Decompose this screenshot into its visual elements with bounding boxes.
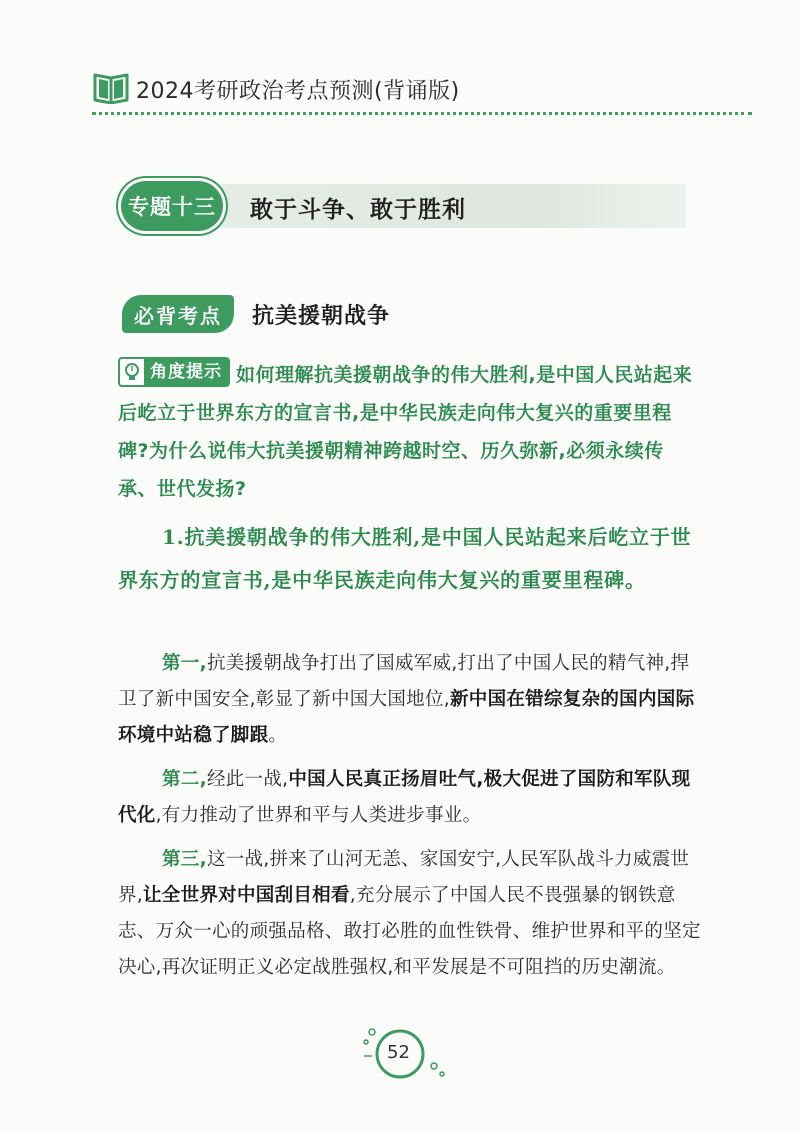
lightbulb-icon (120, 359, 144, 385)
paragraph-lead: 第三, (162, 849, 207, 870)
paragraph-text: 这一战,拼来了山河无恙、家国安宁,人民军队战斗力威震世界, (118, 849, 690, 906)
book-title: 2024考研政治考点预测(背诵版) (136, 79, 460, 104)
paragraph-emphasis: 新中国在错综复杂的国内国际环境中站稳了脚跟 (118, 689, 695, 746)
paragraph-text: ,充分展示了中国人民不畏强暴的钢铁意志、万众一心的顽强品格、敢打必胜的血性铁骨、维护世界和平的坚定决心,再次证明正义必定战胜强权,和平发展是不可阻挡的历史潮流。 (118, 885, 701, 978)
chapter-label: 专题十三 (118, 178, 226, 234)
chapter-banner (118, 178, 686, 236)
paragraph-emphasis: 让全世界对中国刮目相看 (142, 885, 350, 906)
paragraph-text: 经此一战, (206, 769, 289, 790)
header-divider (92, 112, 752, 115)
running-header (92, 66, 752, 116)
paragraph-text: ,有力推动了世界和平与人类进步事业。 (155, 805, 482, 826)
paragraph-3 (118, 842, 708, 986)
page-number: 52 (387, 1042, 410, 1063)
point-1-text: 1.抗美援朝战争的伟大胜利,是中国人民站起来后屹立于世界东方的宣言书,是中华民族走向伟大复兴的重要里程碑。 (118, 525, 692, 592)
page-number-badge (352, 1022, 452, 1092)
hint-paragraph (118, 356, 698, 508)
paragraph-text: 。 (268, 725, 288, 746)
body-text (118, 646, 708, 994)
section-title: 抗美援朝战争 (252, 304, 391, 329)
book-icon (92, 70, 130, 108)
paragraph-2 (118, 762, 708, 834)
hint-label: 角度提示 (144, 359, 228, 385)
paragraph-lead: 第一, (162, 653, 207, 674)
paragraph-text: 抗美援朝战争打出了国威军威,打出了中国人民的精气神,捍卫了新中国安全,彰显了新中国大国地位, (118, 653, 690, 710)
hint-badge (118, 357, 230, 387)
paragraph-emphasis: 中国人民真正扬眉吐气,极大促进了国防和军队现代化 (118, 769, 691, 826)
paragraph-1 (118, 646, 708, 754)
paragraph-lead: 第二, (162, 769, 207, 790)
angle-hint (118, 356, 698, 508)
point-1 (118, 516, 708, 602)
section-label: 必背考点 (122, 295, 234, 333)
section-heading (122, 295, 522, 335)
chapter-title: 敢于斗争、敢于胜利 (250, 197, 466, 223)
hint-text: 如何理解抗美援朝战争的伟大胜利,是中国人民站起来后屹立于世界东方的宣言书,是中华民族走向伟大复兴的重要里程碑?为什么说伟大抗美援朝精神跨越时空、历久弥新,必须永续传承、世代发扬? (118, 364, 693, 500)
